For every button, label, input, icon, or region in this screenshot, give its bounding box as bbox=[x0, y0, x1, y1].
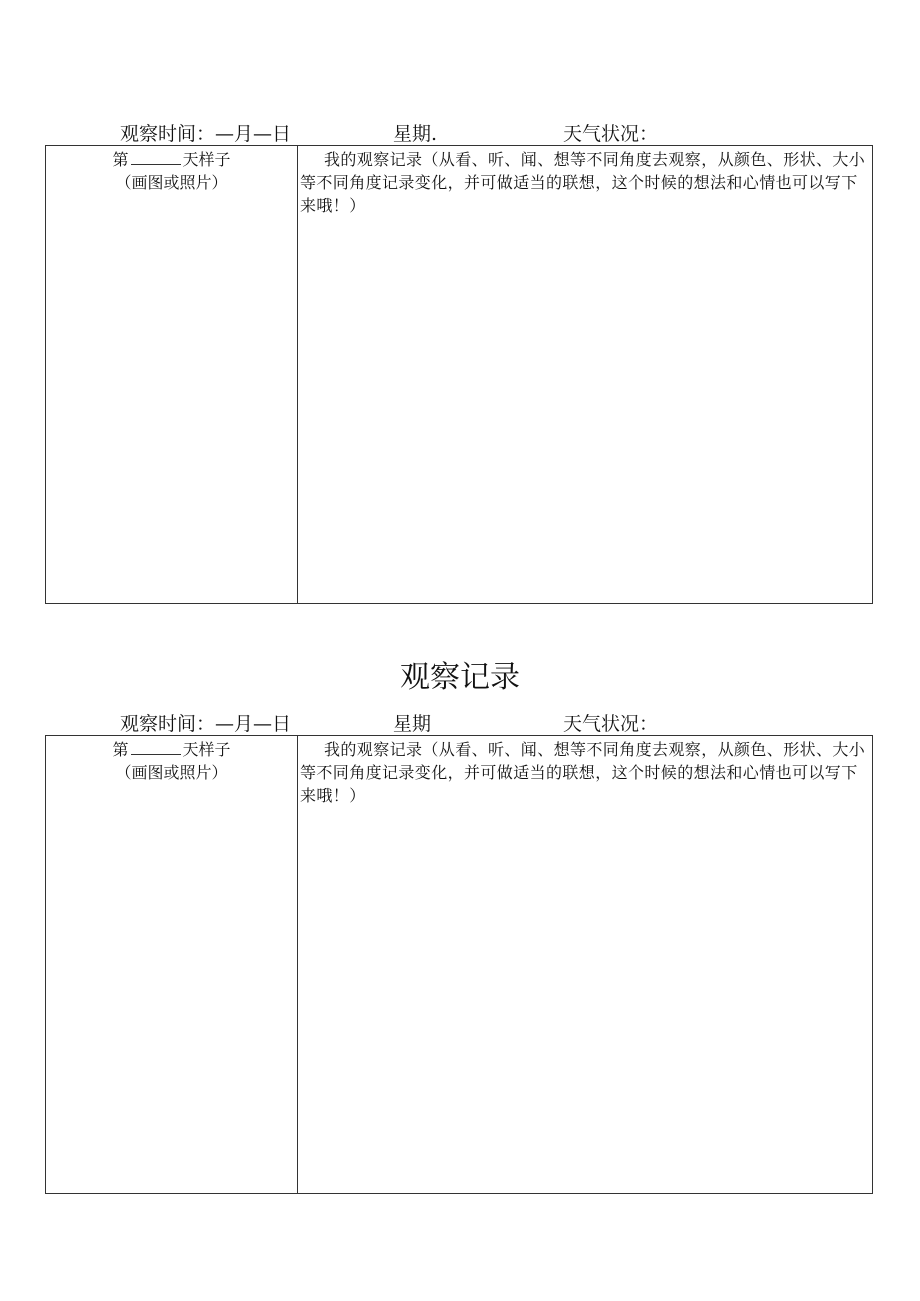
observation-table-1 bbox=[45, 145, 873, 604]
weekday-label: 星期. bbox=[393, 123, 438, 145]
observation-time-label: 观察时间：—月—日 bbox=[120, 713, 292, 735]
page-title: 观察记录 bbox=[400, 660, 520, 695]
day-suffix: 天样子 bbox=[182, 150, 231, 169]
observation-time-label: 观察时间：—月—日 bbox=[120, 123, 292, 145]
day-prefix: 第 bbox=[112, 150, 129, 169]
observation-notes-area[interactable] bbox=[298, 146, 872, 603]
observation-notes-area[interactable] bbox=[298, 736, 872, 1193]
weather-label: 天气状况： bbox=[563, 123, 659, 145]
observation-table-2 bbox=[45, 735, 873, 1194]
day-line bbox=[46, 738, 297, 761]
day-number-blank[interactable] bbox=[131, 738, 181, 755]
notes-instructions: 我的观察记录（从看、听、闻、想等不同角度去观察，从颜色、形状、大小等不同角度记录变化，并可做适当的联想，这个时候的想法和心情也可以写下来哦！） bbox=[300, 150, 866, 215]
drawing-hint: （画图或照片） bbox=[115, 763, 228, 782]
weekday-label: 星期 bbox=[393, 713, 432, 735]
observation-info-row-2 bbox=[0, 709, 920, 735]
drawing-hint: （画图或照片） bbox=[115, 173, 228, 192]
observation-info-row-1 bbox=[0, 119, 920, 145]
notes-instructions: 我的观察记录（从看、听、闻、想等不同角度去观察，从颜色、形状、大小等不同角度记录变化，并可做适当的联想，这个时候的想法和心情也可以写下来哦！） bbox=[300, 740, 866, 805]
drawing-area[interactable] bbox=[46, 146, 298, 603]
drawing-area[interactable] bbox=[46, 736, 298, 1193]
weather-label: 天气状况： bbox=[563, 713, 659, 735]
day-line bbox=[46, 148, 297, 171]
day-number-blank[interactable] bbox=[131, 148, 181, 165]
day-suffix: 天样子 bbox=[182, 740, 231, 759]
day-prefix: 第 bbox=[112, 740, 129, 759]
